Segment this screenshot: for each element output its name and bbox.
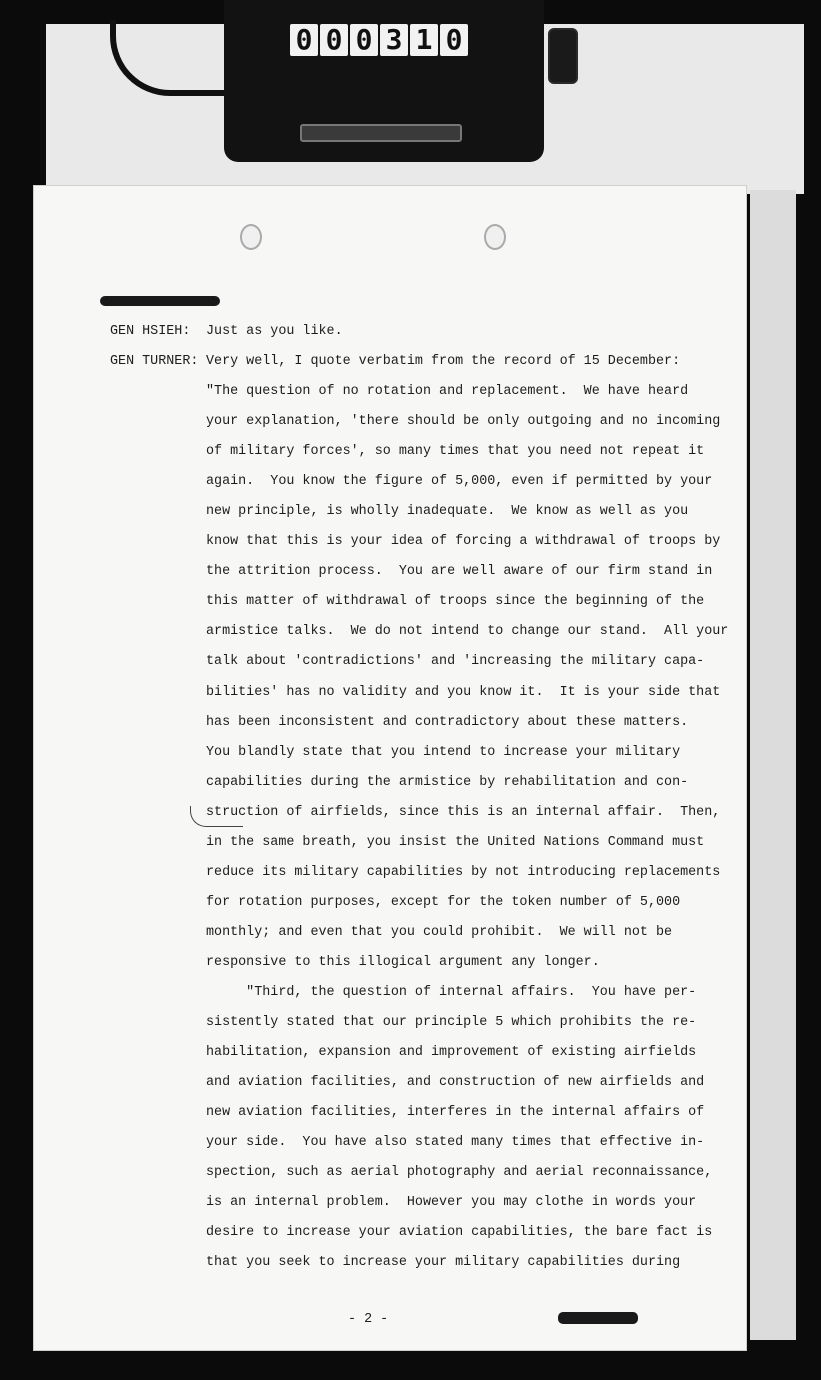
body-text-line: desire to increase your aviation capabilities, the bare fact is [206,1225,713,1241]
redaction-mark [558,1312,638,1324]
body-text-line: new aviation facilities, interferes in the internal affairs of [206,1105,705,1121]
body-text-line: You blandly state that you intend to increase your military [206,744,681,760]
document-page [34,186,746,1350]
body-text-line: reduce its military capabilities by not introducing replacements [206,864,721,880]
body-text-line: "Third, the question of internal affairs. You have per- [206,985,697,1000]
underlying-sheet-edge [750,190,796,1340]
body-text-line: that you seek to increase your military capabilities during [206,1255,681,1271]
body-text-line: in the same breath, you insist the United Nations Command must [206,834,705,850]
page-number: - 2 - [348,1312,389,1327]
punch-hole [484,224,506,250]
counter-digit: 0 [320,24,348,56]
frame-counter-digits [290,24,468,56]
body-text-line: your side. You have also stated many times that effective in- [206,1135,705,1151]
counter-digit: 3 [380,24,408,56]
body-text-line: responsive to this illogical argument any longer. [206,954,600,970]
body-text-line: this matter of withdrawal of troops since the beginning of the [206,594,705,610]
pencil-annotation [190,806,243,827]
counter-knob [548,28,578,84]
body-text-line: capabilities during the armistice by rehabilitation and con- [206,774,689,790]
body-text-line: and aviation facilities, and construction of new airfields and [206,1075,705,1091]
body-text-line: is an internal problem. However you may clothe in words your [206,1195,697,1211]
counter-digit: 1 [410,24,438,56]
body-text-line: new principle, is wholly inadequate. We know as well as you [206,504,689,520]
dialogue-line: Very well, I quote verbatim from the record of 15 December: [206,354,681,369]
body-text-line: know that this is your idea of forcing a withdrawal of troops by [206,534,721,550]
body-text-line: monthly; and even that you could prohibit. We will not be [206,924,673,940]
body-text-line: has been inconsistent and contradictory about these matters. [206,714,689,730]
body-text-line: the attrition process. You are well aware of our firm stand in [206,564,713,580]
body-text-line: spection, such as aerial photography and aerial reconnaissance, [206,1165,713,1181]
body-text-line: sistently stated that our principle 5 which prohibits the re- [206,1015,697,1031]
body-text-line: "The question of no rotation and replacement. We have heard [206,384,689,399]
body-text-line: armistice talks. We do not intend to change our stand. All your [206,624,729,640]
counter-slot [300,124,462,142]
counter-digit: 0 [290,24,318,56]
punch-hole [240,224,262,250]
counter-digit: 0 [350,24,378,56]
counter-digit: 0 [440,24,468,56]
body-text-line: bilities' has no validity and you know it. It is your side that [206,684,721,700]
body-text-line: talk about 'contradictions' and 'increasing the military capa- [206,654,705,670]
body-text-line: struction of airfields, since this is an internal affair. Then, [206,804,721,820]
body-text-line: of military forces', so many times that you need not repeat it [206,444,705,460]
body-text-line: for rotation purposes, except for the token number of 5,000 [206,894,681,910]
body-text-line: habilitation, expansion and improvement of existing airfields [206,1045,697,1061]
body-text-line: your explanation, 'there should be only outgoing and no incoming [206,414,721,430]
redaction-mark [100,296,220,306]
dialogue-line: Just as you like. [206,324,343,339]
speaker-label: GEN HSIEH: [110,324,191,339]
speaker-label: GEN TURNER: [110,354,199,369]
body-text-line: again. You know the figure of 5,000, even if permitted by your [206,474,713,490]
